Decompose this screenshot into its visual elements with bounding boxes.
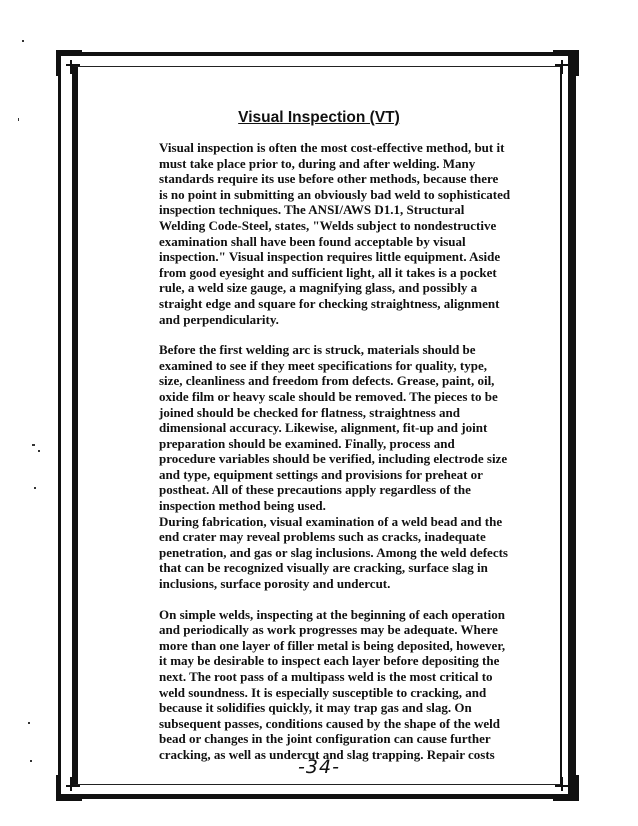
text-line: more than one layer of filler metal is being deposited, however, <box>159 637 506 653</box>
text-line: postheat. All of these precautions apply regardless of the <box>159 482 471 498</box>
paragraph-4 <box>159 607 519 763</box>
text-line: penetration, and gas or slag inclusions. Among the weld defects <box>159 544 508 560</box>
text-line: must take place prior to, during and after welding. Many <box>159 155 476 171</box>
text-line: next. The root pass of a multipass weld is the most critical to <box>159 669 493 684</box>
text-line: preparation should be examined. Finally, process and <box>159 435 455 451</box>
corner-ornament-bottom-right <box>553 775 579 801</box>
text-line: it may be desirable to inspect each layer before depositing the <box>159 653 500 669</box>
page-number: -34- <box>298 756 340 778</box>
text-line: bead or changes in the joint configuration can cause further <box>159 731 491 747</box>
text-line: inspection method being used. <box>159 498 326 514</box>
text-line: and periodically as work progresses may be adequate. Where <box>159 622 498 638</box>
text-line: examination shall have been found acceptable by visual <box>159 233 466 249</box>
text-line: weld soundness. It is especially susceptible to cracking, and <box>159 684 487 700</box>
text-line: because it solidifies quickly, it may trap gas and slag. On <box>159 700 472 716</box>
text-line: that can be recognized visually are cracking, surface slag in <box>159 560 488 576</box>
text-line: end crater may reveal problems such as cracks, inadequate <box>159 529 486 545</box>
corner-ornament-top-right <box>553 50 579 76</box>
text-line: straight edge and square for checking straightness, alignment <box>159 295 500 311</box>
text-line: Visual inspection is often the most cost-effective method, but it <box>159 140 505 155</box>
text-line: On simple welds, inspecting at the beginning of each operation <box>159 606 505 622</box>
paragraph-2 <box>159 342 519 514</box>
corner-ornament-top-left <box>56 50 82 76</box>
text-line: size, cleanliness and freedom from defects. Grease, paint, oil, <box>159 373 495 389</box>
text-line: inspection." Visual inspection requires little equipment. Aside <box>159 249 501 265</box>
text-line: joined should be checked for flatness, straightness and <box>159 404 460 420</box>
text-line: examined to see if they meet specifications for quality, type, <box>159 357 487 373</box>
text-line: Before the first welding arc is struck, materials should be <box>159 342 476 358</box>
text-line: inspection techniques. The ANSI/AWS D1.1, Structural <box>159 202 465 218</box>
paragraph-1 <box>159 140 519 327</box>
text-line: rule, a weld size gauge, a magnifying glass, and possibly a <box>159 280 478 296</box>
text-line: Welding Code-Steel, states, "Welds subject to nondestructive <box>159 217 497 233</box>
text-line: inclusions, surface porosity and undercut. <box>159 576 391 592</box>
text-line: subsequent passes, conditions caused by the shape of the weld <box>159 715 500 731</box>
document-body <box>159 140 519 763</box>
corner-ornament-bottom-left <box>56 775 82 801</box>
text-line: and perpendicularity. <box>159 311 279 327</box>
text-line: from good eyesight and sufficient light, all it takes is a pocket <box>159 264 497 280</box>
text-line: oxide film or heavy scale should be removed. The pieces to be <box>159 388 498 404</box>
paragraph-3 <box>159 514 519 592</box>
document-title: Visual Inspection (VT) <box>238 109 400 126</box>
text-line: dimensional accuracy. Likewise, alignment, fit-up and joint <box>159 420 488 436</box>
text-line: During fabrication, visual examination of a weld bead and the <box>159 513 503 529</box>
text-line: standards require its use before other methods, because there <box>159 171 499 187</box>
text-line: cracking, as well as undercut and slag trapping. Repair costs <box>159 746 495 762</box>
text-line: and type, equipment settings and provisions for preheat or <box>159 466 483 482</box>
text-line: is no point in submitting an obviously bad weld to sophisticated <box>159 186 511 202</box>
text-line: procedure variables should be verified, including electrode size <box>159 451 508 467</box>
